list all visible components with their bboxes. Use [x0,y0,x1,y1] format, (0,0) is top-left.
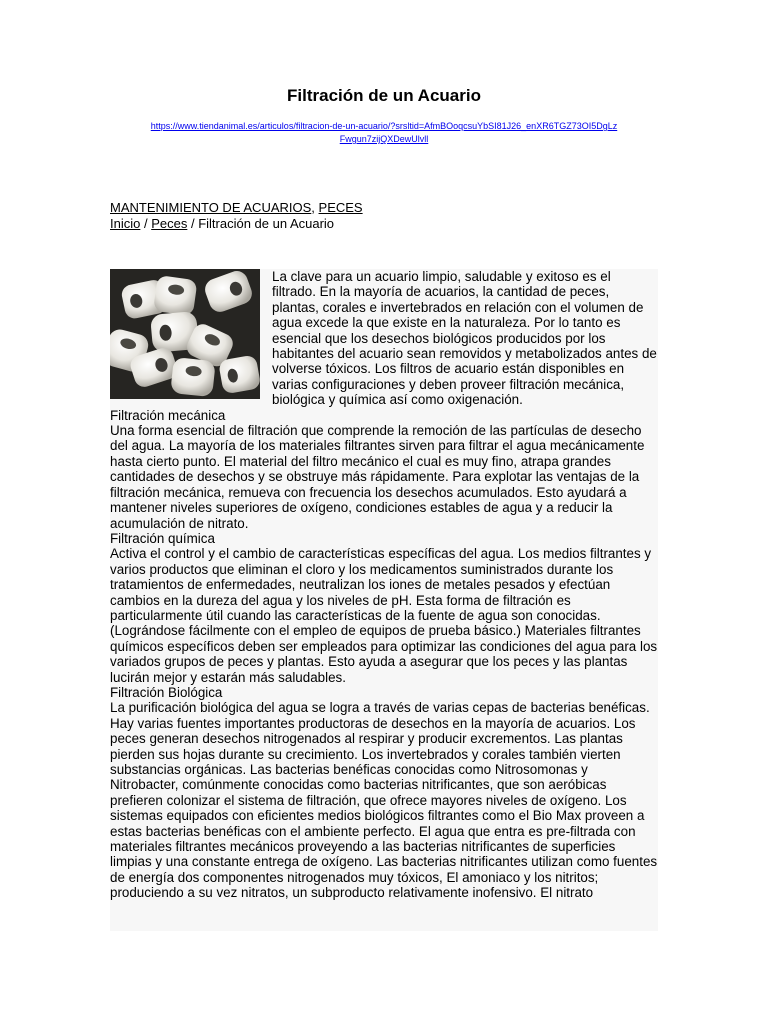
article-intro: La clave para un acuario limpio, saludable y exitoso es el filtrado. En la mayoría de acuarios, la cantidad de peces, plantas, corales e invertebrados en relación con el volumen de agua excede la que existe en la naturaleza. Por lo tanto es esencial que los desechos biológicos producidos por los habitantes del acuario sean removidos y metabolizados antes de volverse tóxicos. Los filtros de acuario están disponibles en varias configuraciones y deben proveer filtración mecánica, biológica y química así como oxigenación. [272,269,657,408]
filter-rings-photo [110,269,260,399]
article-body [110,269,658,931]
breadcrumb-separator: / [140,216,152,231]
breadcrumb [110,216,334,232]
section-body-quimica: Activa el control y el cambio de características específicas del agua. Los medios filtrantes y varios productos que eliminan el cloro y los medicamentos suministrados durante los tratamientos de enfermedades, neutralizan los iones de metales pesados y efectúan cambios en la dureza del agua y los niveles de pH. Esta forma de filtración es particularmente útil cuando las características de la fuente de agua son conocidas. (Lográndose fácilmente con el empleo de equipos de prueba básico.) Materiales filtrantes químicos específicos deben ser empleados para optimizar las condiciones del agua para los variados grupos de peces y plantas. Esto ayuda a asegurar que los peces y las plantas lucirán mejor y estarán más saludables. [110,546,658,685]
section-body-biologica: La purificación biológica del agua se logra a través de varias cepas de bacterias benéficas. Hay varias fuentes importantes productoras de desechos en la mayoría de acuarios. Los peces generan desechos nitrogenados al respirar y producir excrementos. Las plantas pierden sus hojas durante su crecimiento. Los invertebrados y corales también vierten substancias orgánicas. Las bacterias benéficas conocidas como Nitrosomonas y Nitrobacter, comúnmente conocidas como bacterias nitrificantes, que son aeróbicas prefieren colonizar el sistema de filtración, que ofrece mayores niveles de oxígeno. Los sistemas equipados con eficientes medios biológicos filtrantes como el Bio Max proveen a estas bacterias benéficas con el ambiente perfecto. El agua que entra es pre-filtrada con materiales filtrantes mecánicos proveyendo a las bacterias nitrificantes de superficies limpias y una constante entrega de oxígeno. Las bacterias nitrificantes utilizan como fuentes de energía dos componentes nitrogenados muy tóxicos, El amoniaco y los nitritos; produciendo a su vez nitratos, un subproducto relativamente inofensivo. El nitrato [110,700,658,901]
breadcrumb-link-peces[interactable]: Peces [151,216,188,231]
breadcrumb-link-inicio[interactable]: Inicio [110,216,141,231]
section-body-mecanica: Una forma esencial de filtración que comprende la remoción de las partículas de desecho del agua. La mayoría de los materiales filtrantes sirven para filtrar el agua mecánicamente hasta cierto punto. El material del filtro mecánico el cual es muy fino, atrapa grandes cantidades de desechos y se obstruye más rápidamente. Para explotar las ventajas de la filtración mecánica, remueva con frecuencia los desechos acumulados. Esto ayudará a mantener niveles superiores de oxígeno, condiciones estables de agua y a reducir la acumulación de nitrato. [110,423,645,531]
source-url-link[interactable]: https://www.tiendanimal.es/articulos/filtracion-de-un-acuario/?srsltid=AfmBOoqcsuYbSI81J26_enXR6TGZ73OI5DgLzFwgun7zijQXDewUlvll [150,121,618,144]
category-link-mantenimiento[interactable]: MANTENIMIENTO DE ACUARIOS [110,200,312,215]
breadcrumb-separator: / [187,216,199,231]
section-heading-mecanica: Filtración mecánica [110,407,226,423]
category-separator: , [311,200,319,215]
section-heading-quimica: Filtración química [110,530,215,546]
page-title: Filtración de un Acuario [287,86,481,105]
category-list [110,200,363,216]
section-heading-biologica: Filtración Biológica [110,684,223,700]
category-link-peces[interactable]: PECES [318,200,363,215]
breadcrumb-current: Filtración de un Acuario [198,216,335,231]
